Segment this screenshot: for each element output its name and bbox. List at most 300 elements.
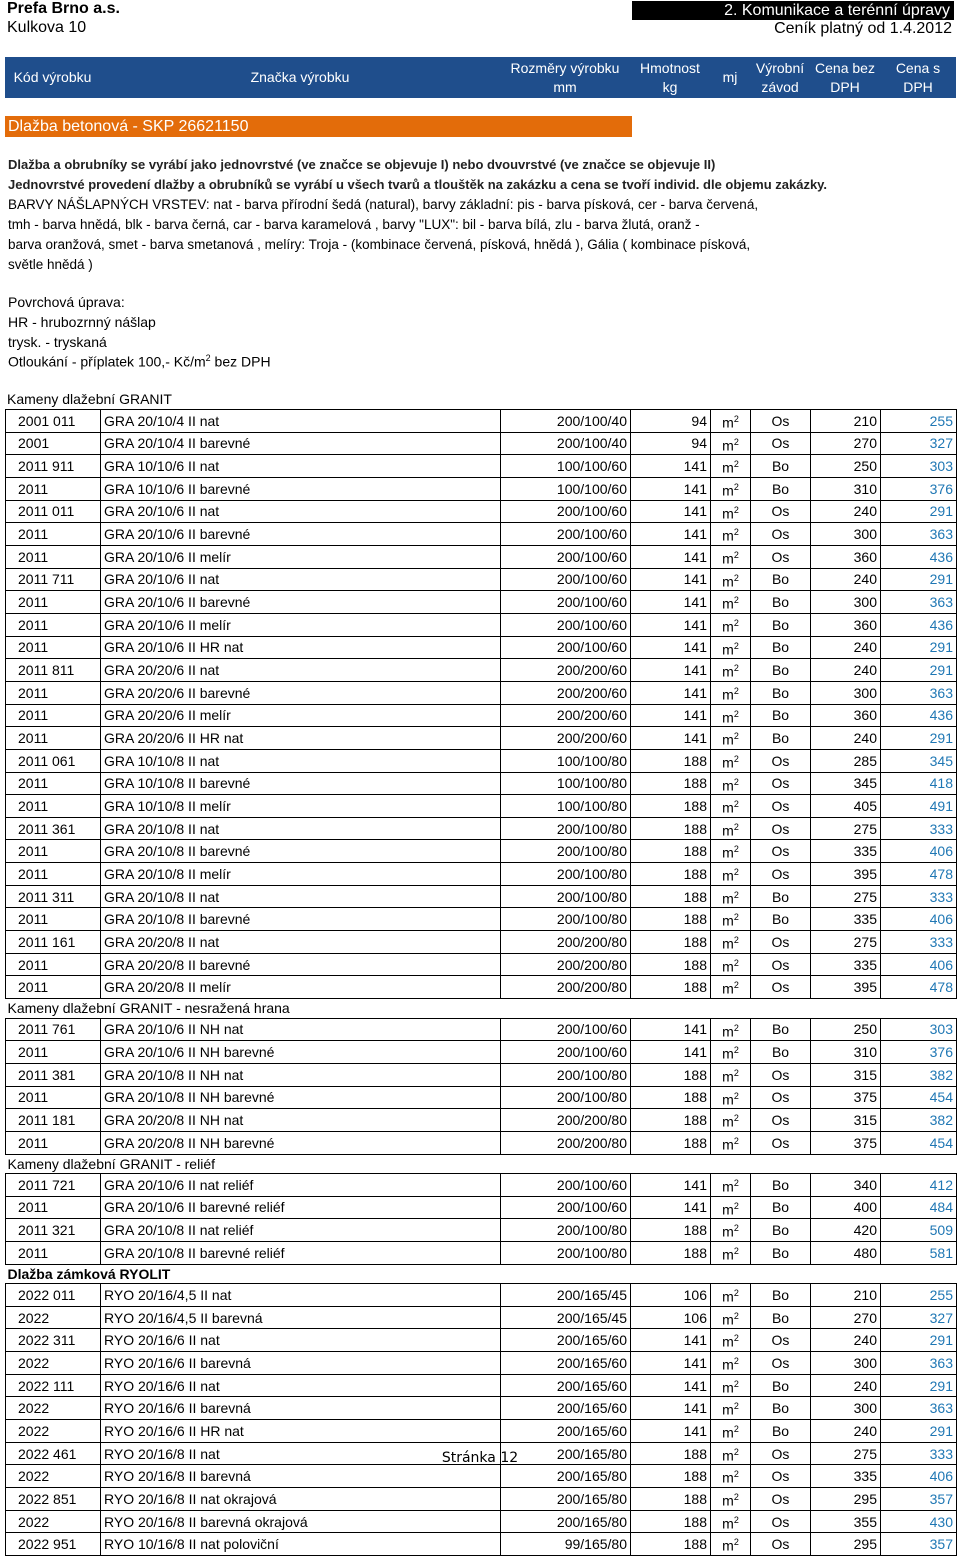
price-with-vat: 333 <box>881 1442 957 1465</box>
product-mass: 188 <box>631 772 711 795</box>
product-code: 2011 <box>6 1196 101 1219</box>
unit-base: m <box>722 414 734 431</box>
unit-base: m <box>722 709 734 726</box>
table-row <box>6 568 957 591</box>
product-code: 2011 <box>6 727 101 750</box>
production-plant: Os <box>751 976 811 999</box>
price-table-body <box>6 410 957 1556</box>
unit-sup: 2 <box>733 1178 739 1188</box>
product-mass: 188 <box>631 1533 711 1556</box>
product-unit <box>711 1131 751 1154</box>
price-with-vat: 291 <box>881 1374 957 1397</box>
product-mass: 188 <box>631 908 711 931</box>
product-mass: 188 <box>631 749 711 772</box>
unit-sup: 2 <box>733 753 739 764</box>
product-mass: 141 <box>631 1374 711 1397</box>
price-without-vat: 355 <box>811 1510 881 1533</box>
note-single-layer: Jednovrstvé provedení dlažby a obrubníků se vyrábí u všech tvarů a tlouštěk na zakázku a cena se tvoří individ. dle objemu zakázky. <box>8 177 828 192</box>
product-dimensions: 200/100/60 <box>501 591 631 614</box>
production-plant: Bo <box>751 568 811 591</box>
product-code: 2011 <box>6 1086 101 1109</box>
product-dimensions: 200/165/60 <box>501 1374 631 1397</box>
product-name: GRA 20/20/6 II nat <box>101 659 501 682</box>
table-row <box>6 613 957 636</box>
product-name: GRA 20/10/6 II nat <box>101 500 501 523</box>
product-code: 2011 711 <box>6 568 101 591</box>
price-with-vat: 436 <box>881 545 957 568</box>
product-dimensions: 200/200/60 <box>501 727 631 750</box>
product-unit <box>711 1241 751 1264</box>
production-plant: Bo <box>751 1219 811 1242</box>
price-without-vat: 315 <box>811 1109 881 1132</box>
product-mass: 188 <box>631 931 711 954</box>
product-unit <box>711 410 751 433</box>
product-dimensions: 200/100/80 <box>501 1086 631 1109</box>
price-without-vat: 300 <box>811 681 881 704</box>
unit-sup: 2 <box>733 1067 739 1078</box>
price-without-vat: 250 <box>811 455 881 478</box>
product-code: 2011 <box>6 953 101 976</box>
price-without-vat: 340 <box>811 1174 881 1197</box>
price-with-vat: 291 <box>881 659 957 682</box>
price-with-vat: 376 <box>881 477 957 500</box>
product-unit <box>711 772 751 795</box>
table-row <box>6 795 957 818</box>
table-row <box>6 953 957 976</box>
product-unit <box>711 908 751 931</box>
price-with-vat: 363 <box>881 523 957 546</box>
product-unit <box>711 659 751 682</box>
unit-base: m <box>722 845 734 862</box>
product-mass: 188 <box>631 1510 711 1533</box>
price-without-vat: 480 <box>811 1241 881 1264</box>
production-plant: Bo <box>751 1041 811 1064</box>
table-row <box>6 1488 957 1511</box>
production-plant: Bo <box>751 681 811 704</box>
product-unit <box>711 1533 751 1556</box>
price-without-vat: 240 <box>811 568 881 591</box>
price-without-vat: 360 <box>811 613 881 636</box>
product-mass: 141 <box>631 1018 711 1041</box>
product-mass: 106 <box>631 1284 711 1307</box>
product-dimensions: 200/165/80 <box>501 1488 631 1511</box>
production-plant: Os <box>751 410 811 433</box>
unit-base: m <box>722 686 734 703</box>
unit-sup: 2 <box>733 663 739 674</box>
price-with-vat: 382 <box>881 1063 957 1086</box>
price-without-vat: 240 <box>811 1329 881 1352</box>
product-name: GRA 20/10/6 II nat <box>101 568 501 591</box>
product-mass: 188 <box>631 1131 711 1154</box>
unit-sup: 2 <box>733 1469 739 1480</box>
product-dimensions: 200/100/60 <box>501 545 631 568</box>
product-dimensions: 200/100/60 <box>501 1174 631 1197</box>
product-code: 2011 <box>6 772 101 795</box>
section-header-row <box>6 1264 957 1284</box>
col-header-plant-line2: závod <box>761 78 799 95</box>
product-code: 2011 321 <box>6 1219 101 1242</box>
product-unit <box>711 1284 751 1307</box>
product-mass: 94 <box>631 432 711 455</box>
product-mass: 188 <box>631 1241 711 1264</box>
table-row <box>6 817 957 840</box>
price-with-vat: 327 <box>881 432 957 455</box>
product-mass: 188 <box>631 885 711 908</box>
product-code: 2011 <box>6 840 101 863</box>
product-mass: 141 <box>631 523 711 546</box>
product-dimensions: 200/100/80 <box>501 1063 631 1086</box>
product-name: GRA 20/10/8 II nat <box>101 817 501 840</box>
product-code: 2022 <box>6 1397 101 1420</box>
table-row <box>6 523 957 546</box>
product-code: 2022 <box>6 1510 101 1533</box>
unit-sup: 2 <box>733 1045 739 1056</box>
product-mass: 188 <box>631 1488 711 1511</box>
product-name: GRA 20/10/6 II nat reliéf <box>101 1174 501 1197</box>
price-without-vat: 315 <box>811 1063 881 1086</box>
price-without-vat: 275 <box>811 931 881 954</box>
product-dimensions: 200/100/60 <box>501 1041 631 1064</box>
surcharge-sup: 2 <box>205 353 211 363</box>
unit-sup: 2 <box>733 1492 739 1503</box>
table-row <box>6 1196 957 1219</box>
price-with-vat: 491 <box>881 795 957 818</box>
table-row <box>6 681 957 704</box>
unit-sup: 2 <box>733 504 739 515</box>
product-dimensions: 200/100/60 <box>501 568 631 591</box>
product-code: 2011 <box>6 863 101 886</box>
unit-base: m <box>722 1424 734 1441</box>
product-code: 2022 <box>6 1306 101 1329</box>
product-dimensions: 200/100/40 <box>501 432 631 455</box>
product-code: 2011 <box>6 704 101 727</box>
unit-sup: 2 <box>733 1135 739 1146</box>
product-dimensions: 200/100/80 <box>501 817 631 840</box>
unit-base: m <box>722 1447 734 1464</box>
product-code: 2011 381 <box>6 1063 101 1086</box>
product-name: GRA 20/20/8 II barevné <box>101 953 501 976</box>
product-name: GRA 20/20/6 II melír <box>101 704 501 727</box>
unit-sup: 2 <box>733 935 739 946</box>
price-without-vat: 295 <box>811 1488 881 1511</box>
unit-base: m <box>722 482 734 499</box>
price-with-vat: 255 <box>881 410 957 433</box>
product-code: 2022 461 <box>6 1442 101 1465</box>
production-plant: Os <box>751 795 811 818</box>
product-dimensions: 200/165/45 <box>501 1306 631 1329</box>
price-with-vat: 454 <box>881 1086 957 1109</box>
product-mass: 141 <box>631 591 711 614</box>
table-row <box>6 1086 957 1109</box>
production-plant: Os <box>751 1442 811 1465</box>
product-dimensions: 200/200/80 <box>501 976 631 999</box>
product-name: RYO 20/16/6 II HR nat <box>101 1420 501 1443</box>
product-unit <box>711 477 751 500</box>
product-unit <box>711 1041 751 1064</box>
product-mass: 141 <box>631 1196 711 1219</box>
section-header-row <box>6 1154 957 1174</box>
table-row <box>6 1306 957 1329</box>
product-unit <box>711 1488 751 1511</box>
product-code: 2011 <box>6 795 101 818</box>
product-dimensions: 200/100/60 <box>501 636 631 659</box>
product-dimensions: 100/100/60 <box>501 477 631 500</box>
column-header-bar <box>5 57 956 98</box>
col-header-net-line2: DPH <box>830 78 860 95</box>
product-dimensions: 200/100/60 <box>501 500 631 523</box>
product-dimensions: 100/100/80 <box>501 749 631 772</box>
unit-base: m <box>722 550 734 567</box>
unit-base: m <box>722 1311 734 1328</box>
unit-sup: 2 <box>733 1223 739 1234</box>
product-mass: 141 <box>631 1329 711 1352</box>
product-unit <box>711 749 751 772</box>
product-mass: 141 <box>631 1041 711 1064</box>
table-row <box>6 1533 957 1556</box>
product-name: GRA 20/20/6 II HR nat <box>101 727 501 750</box>
table-row <box>6 410 957 433</box>
surcharge-text: Otloukání - příplatek 100,- Kč/m <box>8 353 206 370</box>
product-name: GRA 20/10/6 II NH barevné <box>101 1041 501 1064</box>
surface-trysk: trysk. - tryskaná <box>8 334 107 350</box>
unit-sup: 2 <box>733 1310 739 1321</box>
price-table <box>5 409 957 1556</box>
product-dimensions: 200/100/60 <box>501 523 631 546</box>
unit-base: m <box>722 1288 734 1305</box>
price-with-vat: 333 <box>881 885 957 908</box>
unit-base: m <box>722 731 734 748</box>
unit-sup: 2 <box>733 821 739 832</box>
table-row <box>6 1041 957 1064</box>
product-dimensions: 200/200/80 <box>501 953 631 976</box>
production-plant: Os <box>751 1131 811 1154</box>
unit-sup: 2 <box>733 1378 739 1389</box>
price-with-vat: 406 <box>881 953 957 976</box>
production-plant: Bo <box>751 455 811 478</box>
production-plant: Os <box>751 432 811 455</box>
table-row <box>6 1131 957 1154</box>
product-mass: 188 <box>631 1219 711 1242</box>
price-without-vat: 270 <box>811 1306 881 1329</box>
product-mass: 188 <box>631 1063 711 1086</box>
product-unit <box>711 840 751 863</box>
unit-base: m <box>722 890 734 907</box>
production-plant: Os <box>751 1329 811 1352</box>
product-code: 2022 <box>6 1420 101 1443</box>
unit-base: m <box>722 935 734 952</box>
product-dimensions: 200/165/80 <box>501 1510 631 1533</box>
price-without-vat: 250 <box>811 1018 881 1041</box>
price-with-vat: 478 <box>881 976 957 999</box>
product-name: GRA 20/20/8 II NH nat <box>101 1109 501 1132</box>
product-mass: 188 <box>631 976 711 999</box>
table-row <box>6 545 957 568</box>
price-with-vat: 363 <box>881 681 957 704</box>
unit-sup: 2 <box>733 527 739 538</box>
product-name: RYO 20/16/8 II barevná <box>101 1465 501 1488</box>
product-dimensions: 200/100/80 <box>501 863 631 886</box>
price-without-vat: 400 <box>811 1196 881 1219</box>
unit-base: m <box>722 505 734 522</box>
col-header-net-line1: Cena bez <box>815 59 875 76</box>
product-name: GRA 20/10/6 II melír <box>101 613 501 636</box>
production-plant: Os <box>751 1488 811 1511</box>
product-dimensions: 200/200/80 <box>501 931 631 954</box>
product-unit <box>711 1420 751 1443</box>
table-row <box>6 1510 957 1533</box>
table-row <box>6 1465 957 1488</box>
price-without-vat: 240 <box>811 727 881 750</box>
product-dimensions: 200/165/45 <box>501 1284 631 1307</box>
product-mass: 141 <box>631 1352 711 1375</box>
product-code: 2011 <box>6 976 101 999</box>
product-name: GRA 20/10/4 II nat <box>101 410 501 433</box>
product-dimensions: 200/100/60 <box>501 613 631 636</box>
product-dimensions: 200/200/80 <box>501 1131 631 1154</box>
product-mass: 141 <box>631 1174 711 1197</box>
product-unit <box>711 1174 751 1197</box>
unit-base: m <box>722 573 734 590</box>
product-dimensions: 200/100/80 <box>501 885 631 908</box>
note-colors-4: světle hnědá ) <box>8 257 93 272</box>
unit-base: m <box>722 1379 734 1396</box>
price-with-vat: 303 <box>881 1018 957 1041</box>
product-unit <box>711 704 751 727</box>
product-name: GRA 20/10/6 II barevné <box>101 523 501 546</box>
price-with-vat: 406 <box>881 1465 957 1488</box>
product-unit <box>711 613 751 636</box>
price-without-vat: 300 <box>811 523 881 546</box>
product-mass: 106 <box>631 1306 711 1329</box>
price-with-vat: 454 <box>881 1131 957 1154</box>
product-name: GRA 20/10/6 II barevné reliéf <box>101 1196 501 1219</box>
product-unit <box>711 1510 751 1533</box>
col-header-gross-price <box>880 57 956 98</box>
product-code: 2011 <box>6 613 101 636</box>
col-header-code: Kód výrobku <box>13 69 92 85</box>
product-name: RYO 20/16/4,5 II nat <box>101 1284 501 1307</box>
production-plant: Os <box>751 817 811 840</box>
production-plant: Bo <box>751 659 811 682</box>
unit-sup: 2 <box>733 867 739 878</box>
price-without-vat: 275 <box>811 885 881 908</box>
price-with-vat: 406 <box>881 840 957 863</box>
product-name: GRA 20/10/6 II melír <box>101 545 501 568</box>
product-mass: 188 <box>631 953 711 976</box>
product-code: 2011 811 <box>6 659 101 682</box>
product-dimensions: 200/100/80 <box>501 1241 631 1264</box>
price-without-vat: 335 <box>811 840 881 863</box>
production-plant: Os <box>751 1465 811 1488</box>
production-plant: Bo <box>751 613 811 636</box>
note-colors-3: barva oranžová, smet - barva smetanová , melíry: Troja - (kombinace červená, písková, hnědá ), Gália ( kombinace písková, <box>8 237 751 252</box>
production-plant: Os <box>751 863 811 886</box>
product-unit <box>711 636 751 659</box>
production-plant: Os <box>751 545 811 568</box>
col-header-mass-line1: Hmotnost <box>640 59 700 76</box>
production-plant: Os <box>751 1063 811 1086</box>
unit-base: m <box>722 1113 734 1130</box>
product-unit <box>711 1397 751 1420</box>
product-dimensions: 200/165/80 <box>501 1442 631 1465</box>
product-mass: 141 <box>631 613 711 636</box>
unit-sup: 2 <box>733 1245 739 1256</box>
product-code: 2022 <box>6 1465 101 1488</box>
product-unit <box>711 1063 751 1086</box>
product-code: 2011 <box>6 636 101 659</box>
product-dimensions: 100/100/80 <box>501 795 631 818</box>
price-with-vat: 436 <box>881 613 957 636</box>
product-dimensions: 200/200/80 <box>501 1109 631 1132</box>
note-colors-2: tmh - barva hnědá, blk - barva černá, car - barva karamelová , barvy "LUX": bil - barva bílá, zlu - barva žlutá, oranž - <box>8 217 700 232</box>
product-name: RYO 20/16/4,5 II barevná <box>101 1306 501 1329</box>
production-plant: Bo <box>751 1397 811 1420</box>
product-dimensions: 200/100/80 <box>501 908 631 931</box>
product-code: 2011 <box>6 1131 101 1154</box>
col-header-gross-line2: DPH <box>903 78 933 95</box>
product-code: 2011 <box>6 591 101 614</box>
product-code: 2011 181 <box>6 1109 101 1132</box>
product-unit <box>711 545 751 568</box>
production-plant: Os <box>751 840 811 863</box>
product-code: 2011 <box>6 523 101 546</box>
product-unit <box>711 727 751 750</box>
price-without-vat: 420 <box>811 1219 881 1242</box>
production-plant: Bo <box>751 1018 811 1041</box>
production-plant: Bo <box>751 477 811 500</box>
product-name: GRA 20/20/6 II barevné <box>101 681 501 704</box>
unit-base: m <box>722 958 734 975</box>
product-unit <box>711 863 751 886</box>
table-row <box>6 636 957 659</box>
col-header-gross-line1: Cena s <box>895 59 941 76</box>
product-unit <box>711 500 751 523</box>
product-name: GRA 10/10/6 II nat <box>101 455 501 478</box>
product-name: RYO 20/16/8 II nat <box>101 1442 501 1465</box>
price-without-vat: 345 <box>811 772 881 795</box>
product-name: GRA 20/10/4 II barevné <box>101 432 501 455</box>
price-without-vat: 395 <box>811 976 881 999</box>
production-plant: Os <box>751 772 811 795</box>
product-name: GRA 20/20/8 II NH barevné <box>101 1131 501 1154</box>
production-plant: Bo <box>751 908 811 931</box>
unit-base: m <box>722 663 734 680</box>
page-number: Stránka 12 <box>441 1450 519 1466</box>
product-code: 2011 721 <box>6 1174 101 1197</box>
unit-base: m <box>722 1538 734 1554</box>
product-dimensions: 200/200/60 <box>501 704 631 727</box>
unit-base: m <box>722 754 734 771</box>
table-row <box>6 1018 957 1041</box>
product-dimensions: 200/200/60 <box>501 681 631 704</box>
product-mass: 141 <box>631 477 711 500</box>
table-row <box>6 1241 957 1264</box>
product-name: GRA 10/10/8 II melír <box>101 795 501 818</box>
product-name: GRA 20/10/8 II nat <box>101 885 501 908</box>
surface-hr: HR - hrubozrnný nášlap <box>8 314 156 330</box>
product-mass: 188 <box>631 1109 711 1132</box>
product-code: 2011 061 <box>6 749 101 772</box>
unit-base: m <box>722 437 734 454</box>
product-dimensions: 200/165/60 <box>501 1420 631 1443</box>
product-mass: 188 <box>631 863 711 886</box>
production-plant: Os <box>751 523 811 546</box>
production-plant: Bo <box>751 1374 811 1397</box>
unit-base: m <box>722 527 734 544</box>
product-dimensions: 200/165/60 <box>501 1352 631 1375</box>
unit-sup: 2 <box>733 1446 739 1457</box>
production-plant: Bo <box>751 1420 811 1443</box>
